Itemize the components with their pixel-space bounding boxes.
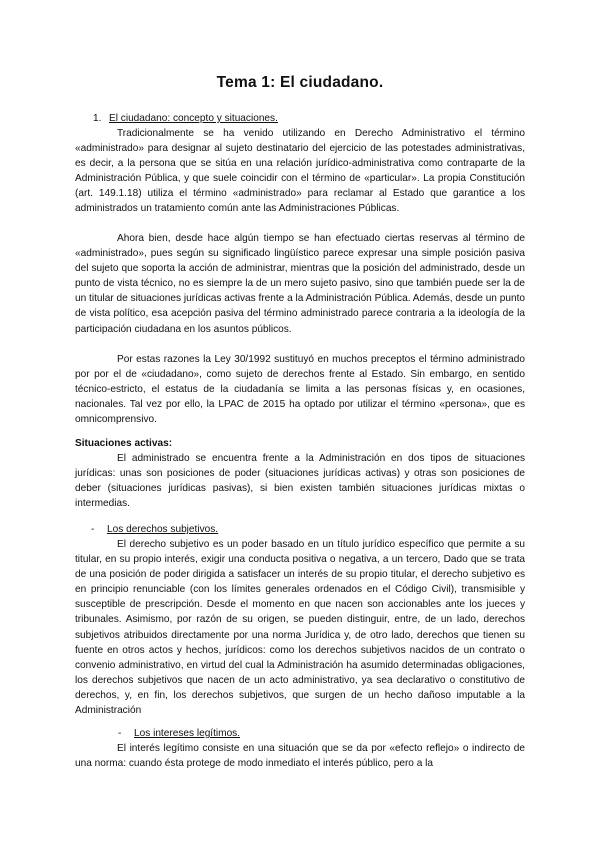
section-1-title: El ciudadano: concepto y situaciones. bbox=[109, 113, 278, 124]
section-1-paragraph-3: Por estas razones la Ley 30/1992 sustituyó en muchos preceptos el término administrado por por el de «ciudadano», como sujeto de derechos frente al Estado. Sin embargo, en sentido técnico-estricto, el estatus de la ciudadanía se limita a las personas físicas y, en ocasiones, nacionales. Tal vez por ello, la LPAC de 2015 ha optado por utilizar el término «persona», que es omnicomprensivo. bbox=[75, 354, 525, 426]
section-1-number: 1. bbox=[93, 113, 102, 124]
situaciones-activas-heading: Situaciones activas: bbox=[75, 438, 173, 449]
section-1-paragraph-1: Tradicionalmente se ha venido utilizando en Derecho Administrativo el término «administrado» para designar al sujeto destinatario del ejercicio de las potestades administrativas, es decir, a la persona que se sitúa en una relación jurídico-administrativa como contraparte de la Administración Pública, y que suele coincidir con el término de «particular». La propia Constitución (art. 149.1.18) utiliza el término «administrado» para reclamar al Estado que garantice a los administrados un tratamiento común ante las Administraciones Públicas. bbox=[75, 128, 525, 215]
section-1-paragraph-2: Ahora bien, desde hace algún tiempo se han efectuado ciertas reservas al término de «administrado», pues según su significado lingüístico parece expresar una simple posición pasiva del sujeto que soporta la acción de administrar, mientras que la posición del administrado, desde un punto de vista técnico, no es siempre la de un mero sujeto pasivo, sino que también puede ser la de un titular de situaciones jurídicas activas frente a la Administración Pública. Además, desde un punto de vista político, esa acepción pasiva del término administrado parece contraria a la ideología de la participación ciudadana en los asuntos públicos. bbox=[75, 233, 525, 335]
derechos-subjetivos-paragraph: El derecho subjetivo es un poder basado en un título jurídico específico que permite a su titular, en su propio interés, exigir una conducta positiva o negativa, a un tercero, Dado que se trata de una posición de poder dirigida a satisfacer un interés de su propio titular, el derecho subjetivo es en principio renunciable (con los límites generales ordenados en el Código Civil), transmisible y susceptible de prescripción. Desde el momento en que nacen son accionables ante los jueces y tribunales. Asimismo, por razón de su origen, se pueden distinguir, entre, de un lado, derechos subjetivos atribuidos directamente por una norma Jurídica y, de otro lado, derechos que tienen su fuente en otros actos y hechos, jurídicos: como los derechos subjetivos nacidos de un contrato o convenio administrativo, en virtud del cual la Administración ha asumido determinadas obligaciones, los derechos subjetivos que nacen de un acto administrativo, ya sea declarativo o constitutivo de derechos, y, en fin, los derechos subjetivos, que surgen de un hecho dañoso imputable a la Administración bbox=[75, 539, 525, 717]
intereses-legitimos-paragraph: El interés legítimo consiste en una situación que se da por «efecto reflejo» o indirecto de una norma: cuando ésta protege de modo inmediato el interés público, pero a la bbox=[75, 743, 525, 770]
derechos-subjetivos-title: Los derechos subjetivos. bbox=[107, 524, 219, 535]
derechos-subjetivos-bullet: - bbox=[91, 524, 95, 535]
document-title: Tema 1: El ciudadano. bbox=[216, 74, 384, 91]
intereses-legitimos-title: Los intereses legítimos. bbox=[134, 728, 241, 739]
situaciones-activas-paragraph: El administrado se encuentra frente a la Administración en dos tipos de situaciones jurídicas: unas son posiciones de poder (situaciones jurídicas activas) y otras son posiciones de deber (situaciones jurídicas pasivas), si bien existen también situaciones jurídicas mixtas o intermedias. bbox=[75, 453, 525, 510]
intereses-legitimos-bullet: - bbox=[118, 728, 122, 739]
